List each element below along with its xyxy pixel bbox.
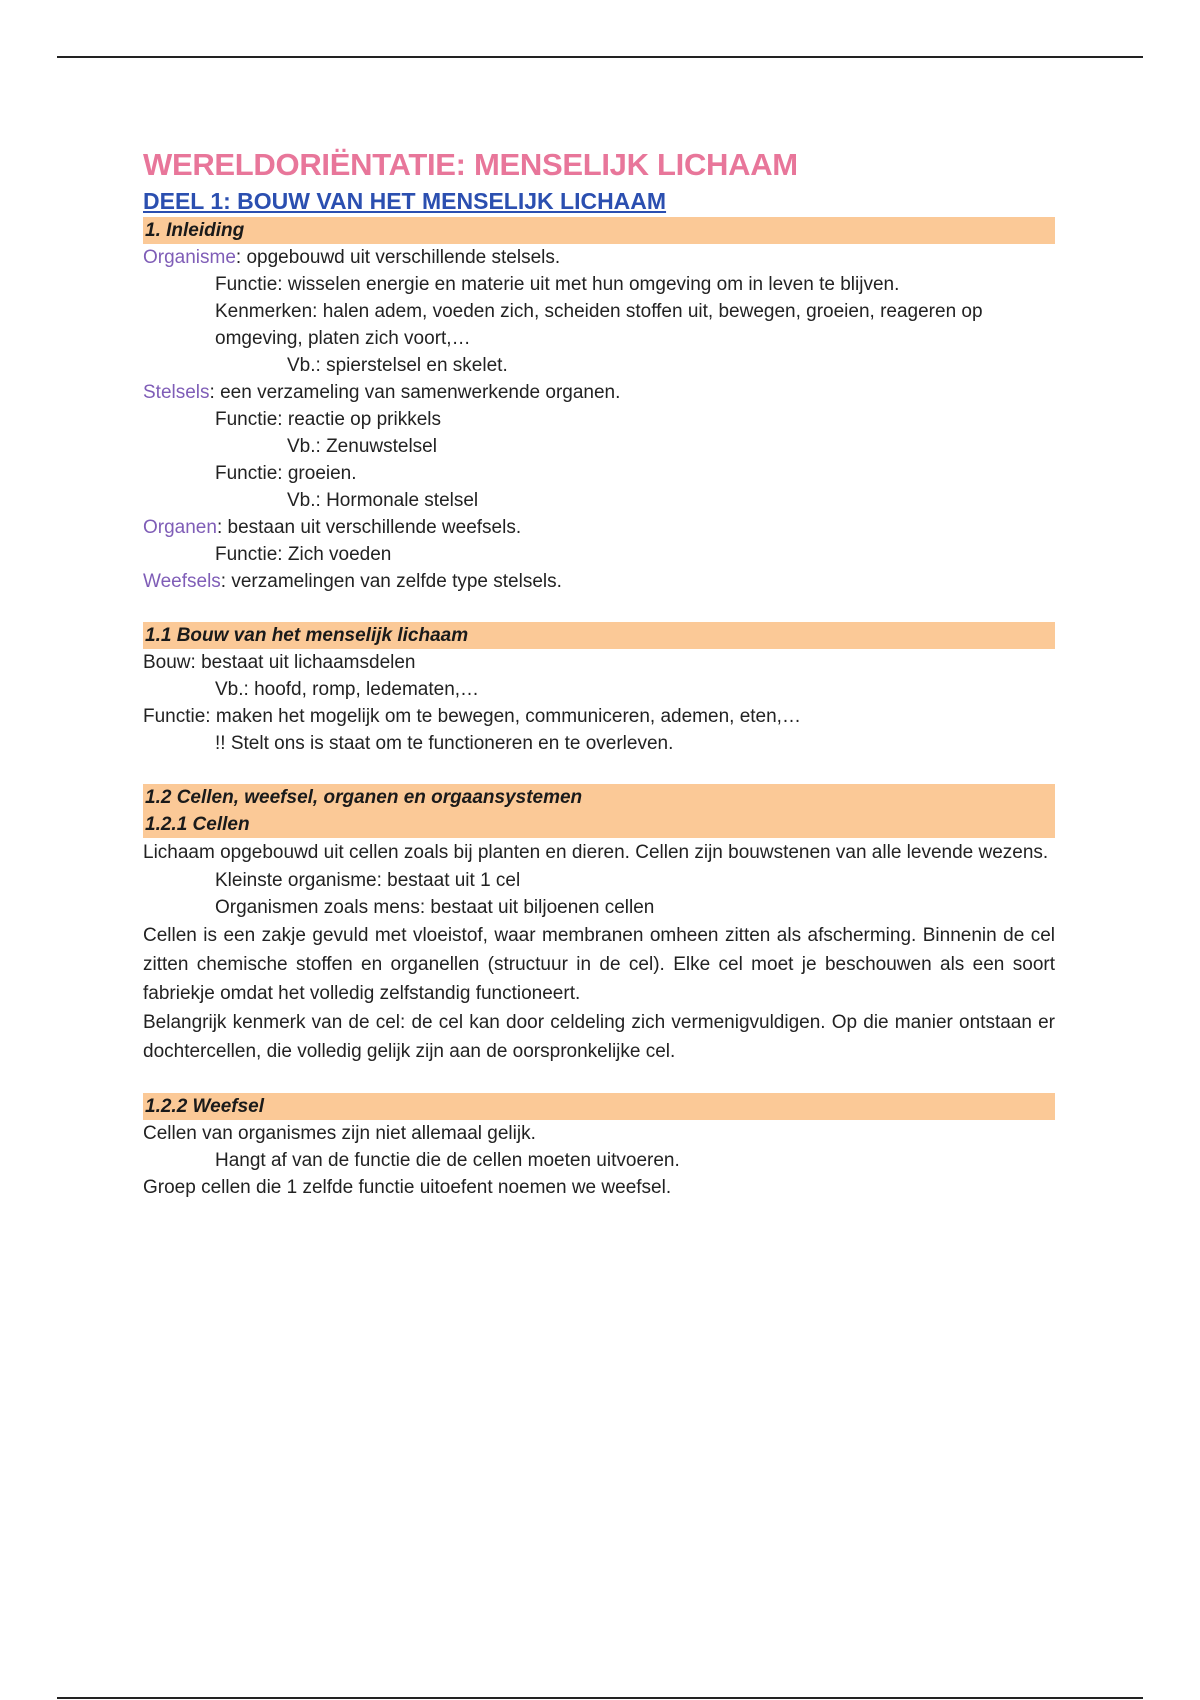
subsection-heading-cellen: 1.2.1 Cellen xyxy=(143,811,1055,838)
definition-text: : bestaan uit verschillende weefsels. xyxy=(216,517,522,538)
term-organisme: Organisme xyxy=(143,247,236,268)
weefsel-line-3: Groep cellen die 1 zelfde functie uitoefent noemen we weefsel. xyxy=(143,1177,672,1198)
stelsels-functie-1: Functie: reactie op prikkels xyxy=(215,409,441,430)
subsection-heading-weefsel: 1.2.2 Weefsel xyxy=(143,1093,1055,1120)
document-page xyxy=(143,145,1055,1201)
section-heading-bouw: 1.1 Bouw van het menselijk lichaam xyxy=(143,622,1055,649)
section-heading-cellen-weefsel: 1.2 Cellen, weefsel, organen en orgaansystemen xyxy=(143,784,1055,811)
definition-stelsels xyxy=(143,379,1055,406)
stelsels-vb-2: Vb.: Hormonale stelsel xyxy=(287,490,479,511)
note-line: !! Stelt ons is staat om te functioneren en te overleven. xyxy=(215,733,674,754)
definition-text: : verzamelingen van zelfde type stelsels. xyxy=(220,571,562,592)
term-organen: Organen xyxy=(143,517,217,538)
definition-weefsels xyxy=(143,568,1055,595)
cellen-paragraph-1: Lichaam opgebouwd uit cellen zoals bij planten en dieren. Cellen zijn bouwstenen van alle levende wezens. xyxy=(143,842,1049,863)
cellen-item-2: Organismen zoals mens: bestaat uit biljoenen cellen xyxy=(215,897,655,918)
cellen-paragraph-2: Cellen is een zakje gevuld met vloeistof, waar membranen omheen zitten als afscherming. Binnenin de cel zitten chemische stoffen en organellen (structuur in de cel). Elke cel moet je beschouwen als een soort fabriekje omdat het volledig zelfstandig functioneert. xyxy=(143,925,1055,1004)
weefsel-line-1: Cellen van organismes zijn niet allemaal gelijk. xyxy=(143,1123,536,1144)
header-rule xyxy=(57,56,1143,58)
organisme-vb: Vb.: spierstelsel en skelet. xyxy=(287,355,508,376)
term-stelsels: Stelsels xyxy=(143,382,210,403)
definition-organisme xyxy=(143,244,1055,271)
stelsels-vb-1: Vb.: Zenuwstelsel xyxy=(287,436,437,457)
footer-rule xyxy=(57,1697,1143,1699)
stelsels-functie-2: Functie: groeien. xyxy=(215,463,357,484)
weefsel-line-2: Hangt af van de functie die de cellen moeten uitvoeren. xyxy=(215,1150,680,1171)
section-heading-inleiding: 1. Inleiding xyxy=(143,217,1055,244)
cellen-item-1: Kleinste organisme: bestaat uit 1 cel xyxy=(215,870,521,891)
bouw-vb: Vb.: hoofd, romp, ledematen,… xyxy=(215,679,480,700)
definition-organen xyxy=(143,514,1055,541)
organen-functie: Functie: Zich voeden xyxy=(215,544,392,565)
organisme-kenmerken-1: Kenmerken: halen adem, voeden zich, scheiden stoffen uit, bewegen, groeien, reageren op xyxy=(215,301,983,322)
term-weefsels: Weefsels xyxy=(143,571,221,592)
definition-text: : een verzameling van samenwerkende organen. xyxy=(209,382,621,403)
part-title: DEEL 1: BOUW VAN HET MENSELIJK LICHAAM xyxy=(143,188,667,214)
bouw-line: Bouw: bestaat uit lichaamsdelen xyxy=(143,652,416,673)
spacer xyxy=(143,1066,1055,1093)
functie-line: Functie: maken het mogelijk om te bewegen, communiceren, ademen, eten,… xyxy=(143,706,801,727)
cellen-paragraph-3: Belangrijk kenmerk van de cel: de cel kan door celdeling zich vermenigvuldigen. Op die manier ontstaan er dochtercellen, die volledig gelijk zijn aan de oorspronkelijke cel. xyxy=(143,1012,1055,1062)
spacer xyxy=(143,757,1055,784)
organisme-kenmerken-2: omgeving, platen zich voort,… xyxy=(215,328,471,349)
definition-text: : opgebouwd uit verschillende stelsels. xyxy=(235,247,561,268)
spacer xyxy=(143,595,1055,622)
document-title: WERELDORIËNTATIE: MENSELIJK LICHAAM xyxy=(143,147,798,182)
organisme-functie: Functie: wisselen energie en materie uit met hun omgeving om in leven te blijven. xyxy=(215,274,900,295)
